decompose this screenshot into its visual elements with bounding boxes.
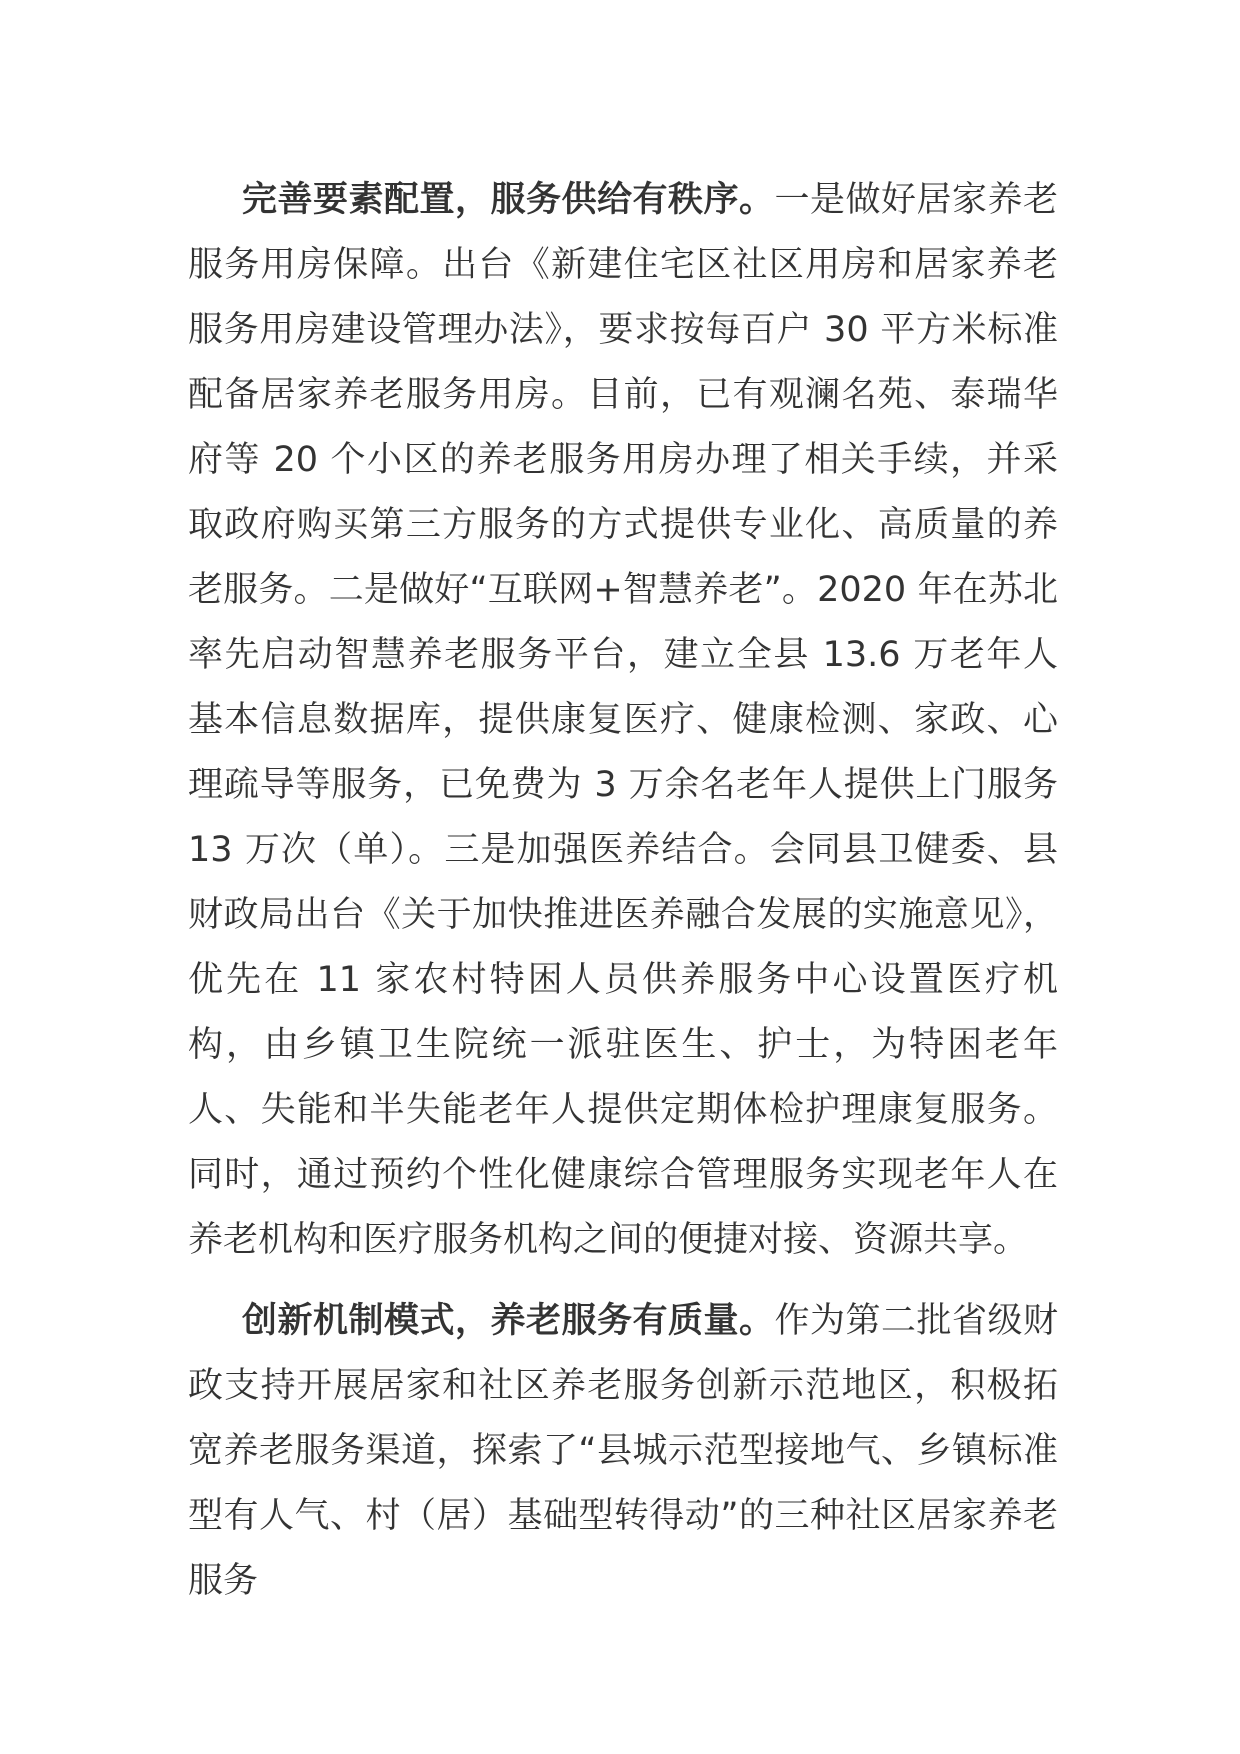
paragraph-element-allocation bbox=[188, 168, 1058, 1273]
paragraph-heading: 创新机制模式，养老服务有质量。 bbox=[242, 1301, 775, 1341]
document-body bbox=[188, 168, 1058, 1614]
paragraph-text: 作为第二批省级财政支持开展居家和社区养老服务创新示范地区，积极拓宽养老服务渠道，探索了“县城示范型接地气、乡镇标准型有人气、村（居）基础型转得动”的三种社区居家养老服务 bbox=[188, 1301, 1058, 1601]
paragraph-text: 一是做好居家养老服务用房保障。出台《新建住宅区社区用房和居家养老服务用房建设管理办法》，要求按每百户 30 平方米标准配备居家养老服务用房。目前，已有观澜名苑、泰瑞华府等 20 个小区的养老服务用房办理了相关手续，并采取政府购买第三方服务的方式提供专业化、高质量的养老服务。二是做好“互联网+智慧养老”。2020 年在苏北率先启动智慧养老服务平台，建立全县 13.6 万老年人基本信息数据库，提供康复医疗、健康检测、家政、心理疏导等服务，已免费为 3 万余名老年人提供上门服务 13 万次（单）。三是加强医养结合。会同县卫健委、县财政局出台《关于加快推进医养融合发展的实施意见》，优先在 11 家农村特困人员供养服务中心设置医疗机构，由乡镇卫生院统一派驻医生、护士，为特困老年人、失能和半失能老年人提供定期体检护理康复服务。同时，通过预约个性化健康综合管理服务实现老年人在养老机构和医疗服务机构之间的便捷对接、资源共享。 bbox=[188, 180, 1058, 1260]
paragraph-mechanism-innovation bbox=[188, 1289, 1058, 1614]
paragraph-heading: 完善要素配置，服务供给有秩序。 bbox=[242, 180, 775, 220]
